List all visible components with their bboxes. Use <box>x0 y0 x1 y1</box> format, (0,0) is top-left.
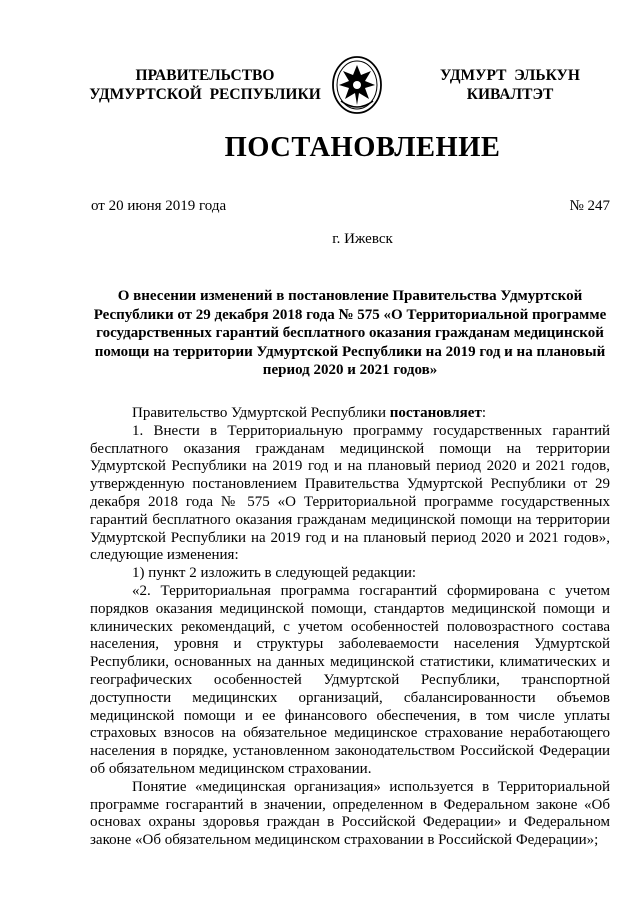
paragraph-2: 1) пункт 2 изложить в следующей редакции: <box>132 565 417 582</box>
header-right <box>410 66 610 104</box>
paragraph-3: «2. Территориальная программа госгарантий сформирована с учетом порядков оказания медицинской помощи, стандартов медицинской помощи и клинических рекомендаций, с учетом особенностей половозрастного состава населения, уровня и структуры заболеваемости населения Удмуртской Республики, основанных на данных медицинской статистики, климатических и географических особенностей Удмуртской Республики, транспортной доступности медицинских организаций, сбалансированности объемов медицинской помощи и ее финансового обеспечения, в том числе уплаты страховых взносов на обязательное медицинское страхование неработающего населения в порядке, установленном законодательством Российской Федерации об обязательном медицинском страховании. <box>90 582 610 777</box>
document-city: г. Ижевск <box>332 231 393 247</box>
header-left-line2: УДМУРТСКОЙ РЕСПУБЛИКИ <box>89 86 321 103</box>
document-body <box>90 405 610 850</box>
document-number: № 247 <box>569 198 610 214</box>
intro-text: Правительство Удмуртской Республики <box>132 405 390 421</box>
intro-end: : <box>481 405 486 421</box>
intro-paragraph <box>90 405 610 423</box>
paragraph-4: Понятие «медицинская организация» используется в Территориальной программе госгарантий в значении, определенном в Федеральном законе «Об основах охраны здоровья граждан в Российской Федерации» и Федеральном законе «Об обязательном медицинском страховании в Российской Федерации»; <box>90 778 610 849</box>
header-left <box>70 66 340 104</box>
header-left-line1: ПРАВИТЕЛЬСТВО <box>135 67 275 84</box>
document-date: от 20 июня 2019 года <box>91 198 227 214</box>
paragraph-1: 1. Внести в Территориальную программу государственных гарантий бесплатного оказания гражданам медицинской помощи на территории Удмуртской Республики на 2019 год и на плановый период 2020 и 2021 годов, утвержденную постановлением Правительства Удмуртской Республики от 29 декабря 2018 года № 575 «О Территориальной программе государственных гарантий бесплатного оказания гражданам медицинской помощи на территории Удмуртской Республики на 2019 год и на плановый период 2020 и 2021 годов», следующие изменения: <box>90 422 610 564</box>
document-title: ПОСТАНОВЛЕНИЕ <box>224 132 501 163</box>
document-subject: О внесении изменений в постановление Правительства Удмуртской Республики от 29 декабря 2018 года № 575 «О Территориальной программе государственных гарантий бесплатного оказания гражданам медицинской помощи на территории Удмуртской Республики на 2019 год и на плановый период 2020 и 2021 годов» <box>93 288 607 379</box>
header-right-line2: КИВАЛТЭТ <box>466 86 554 103</box>
header-right-line1: УДМУРТ ЭЛЬКУН <box>440 67 580 84</box>
coat-of-arms-icon <box>331 55 383 115</box>
intro-bold: постановляет <box>389 405 482 421</box>
